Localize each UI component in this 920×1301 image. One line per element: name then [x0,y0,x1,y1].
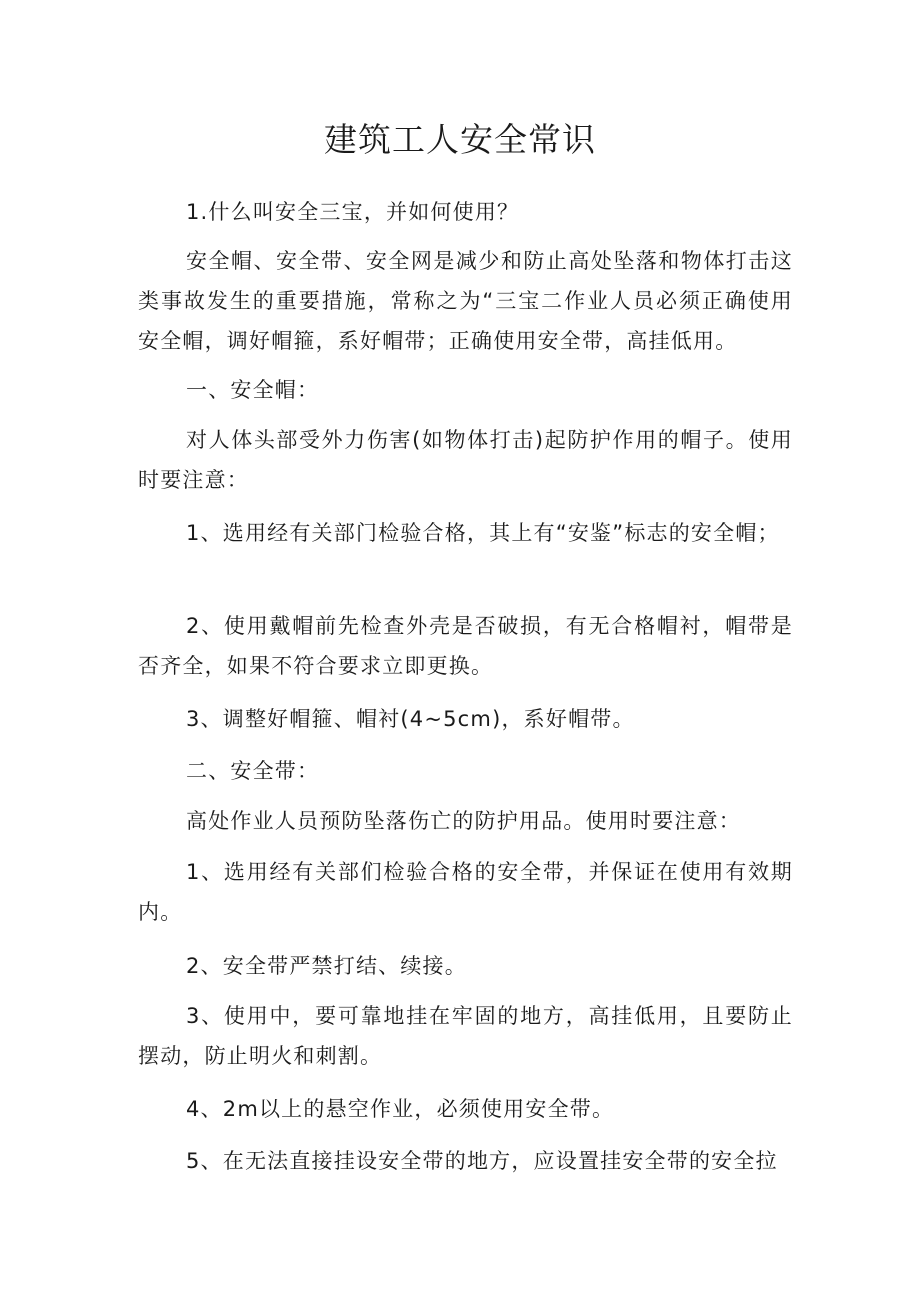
paragraph-question-1: 1.什么叫安全三宝，并如何使用？ [186,200,520,224]
list-item-belt-4: 4、2m以上的悬空作业，必须使用安全带。 [186,1097,615,1121]
paragraph-intro: 安全帽、安全带、安全网是减少和防止高处坠落和物体打击这类事故发生的重要措施，常称之为“三宝二作业人员必须正确使用安全帽，调好帽箍，系好帽带；正确使用安全带，高挂低用。 [138,249,793,353]
document-title: 建筑工人安全常识 [324,120,596,159]
list-item-helmet-2: 2、使用戴帽前先检查外壳是否破损，有无合格帽衬，帽带是否齐全，如果不符合要求立即更换。 [138,614,793,678]
paragraph-belt-definition: 高处作业人员预防坠落伤亡的防护用品。使用时要注意： [186,809,741,833]
list-item-belt-3: 3、使用中，要可靠地挂在牢固的地方，高挂低用，且要防止摆动，防止明火和刺割。 [138,1004,793,1068]
paragraph-helmet-definition: 对人体头部受外力伤害(如物体打击)起防护作用的帽子。使用时要注意： [138,428,793,492]
section-heading-belt: 二、安全带： [186,759,320,783]
section-heading-helmet: 一、安全帽： [186,378,320,402]
list-item-helmet-1: 1、选用经有关部门检验合格，其上有“安鉴”标志的安全帽； [186,521,780,545]
list-item-helmet-3: 3、调整好帽箍、帽衬(4~5cm)，系好帽带。 [186,707,635,731]
list-item-belt-2: 2、安全带严禁打结、续接。 [186,954,467,978]
list-item-belt-1: 1、选用经有关部们检验合格的安全带，并保证在使用有效期内。 [138,860,793,924]
list-item-belt-5: 5、在无法直接挂设安全带的地方，应设置挂安全带的安全拉 [186,1149,778,1173]
